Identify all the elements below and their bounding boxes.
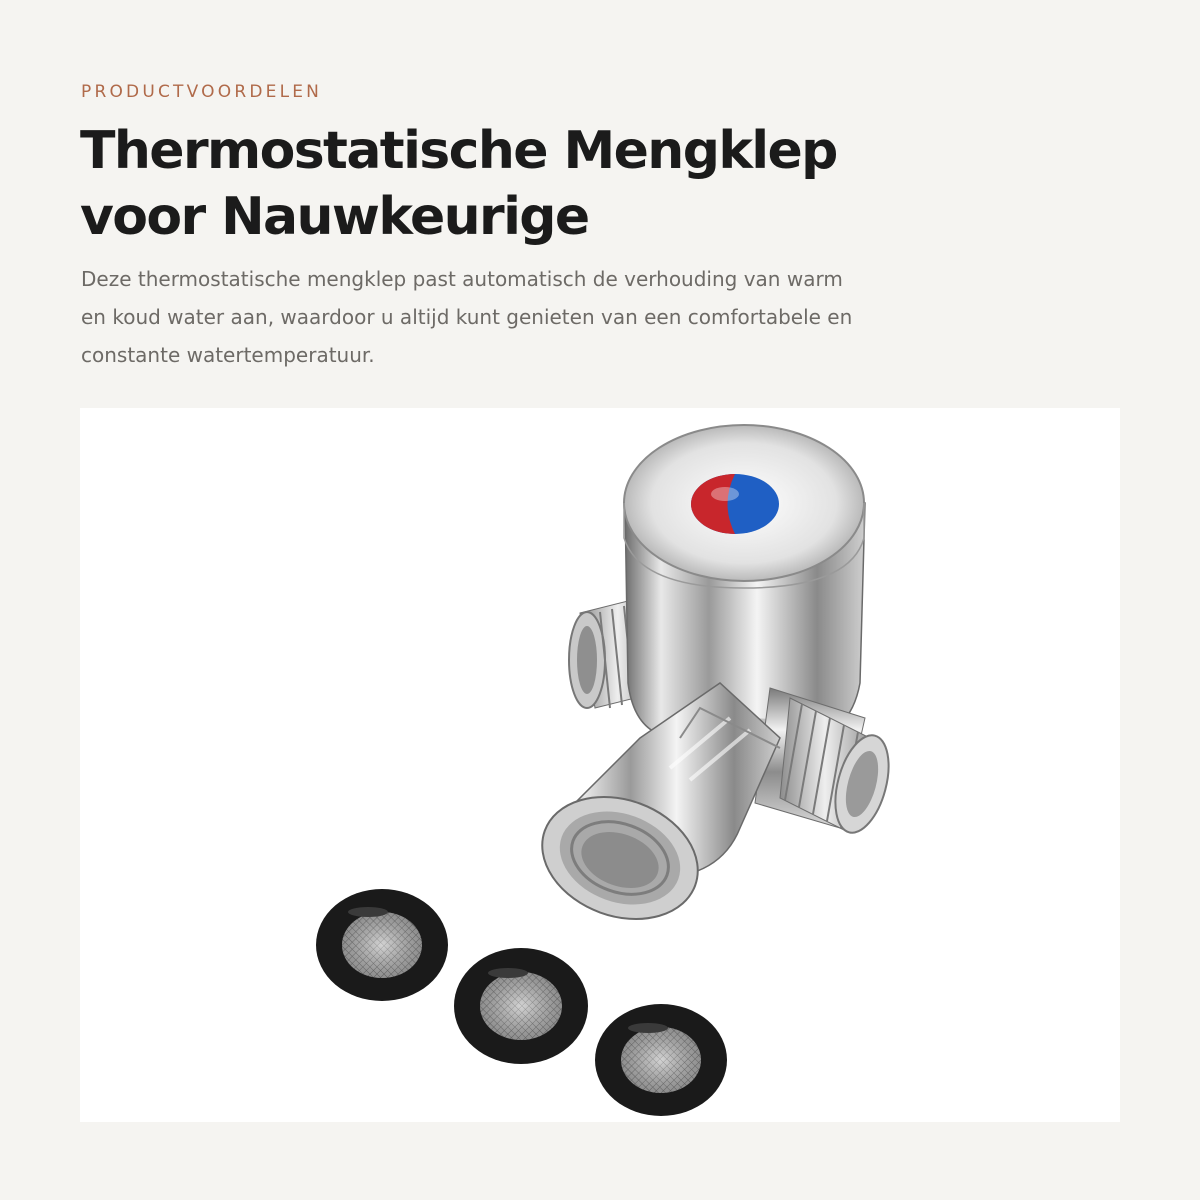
eyebrow-label: PRODUCTVOORDELEN xyxy=(81,82,323,102)
section-title-line-2: voor Nauwkeurige xyxy=(80,187,589,247)
filter-washer-2 xyxy=(454,948,588,1064)
description-line-3: constante watertemperatuur. xyxy=(81,343,375,367)
product-image-panel xyxy=(80,408,1120,1122)
section-title-line-1: Thermostatische Mengklep xyxy=(80,121,837,181)
hot-cold-indicator-icon xyxy=(691,474,779,534)
description-line-2: en koud water aan, waardoor u altijd kunt genieten van een comfortabele en xyxy=(81,305,853,329)
filter-washer-1 xyxy=(316,889,448,1001)
right-outlet-thread xyxy=(755,688,898,839)
description-line-1: Deze thermostatische mengklep past automatisch de verhouding van warm xyxy=(81,267,843,291)
mixing-valve xyxy=(525,425,898,940)
section-description xyxy=(81,260,981,374)
section-title xyxy=(80,118,980,250)
filter-washer-3 xyxy=(595,1004,727,1116)
product-image xyxy=(80,408,1120,1122)
